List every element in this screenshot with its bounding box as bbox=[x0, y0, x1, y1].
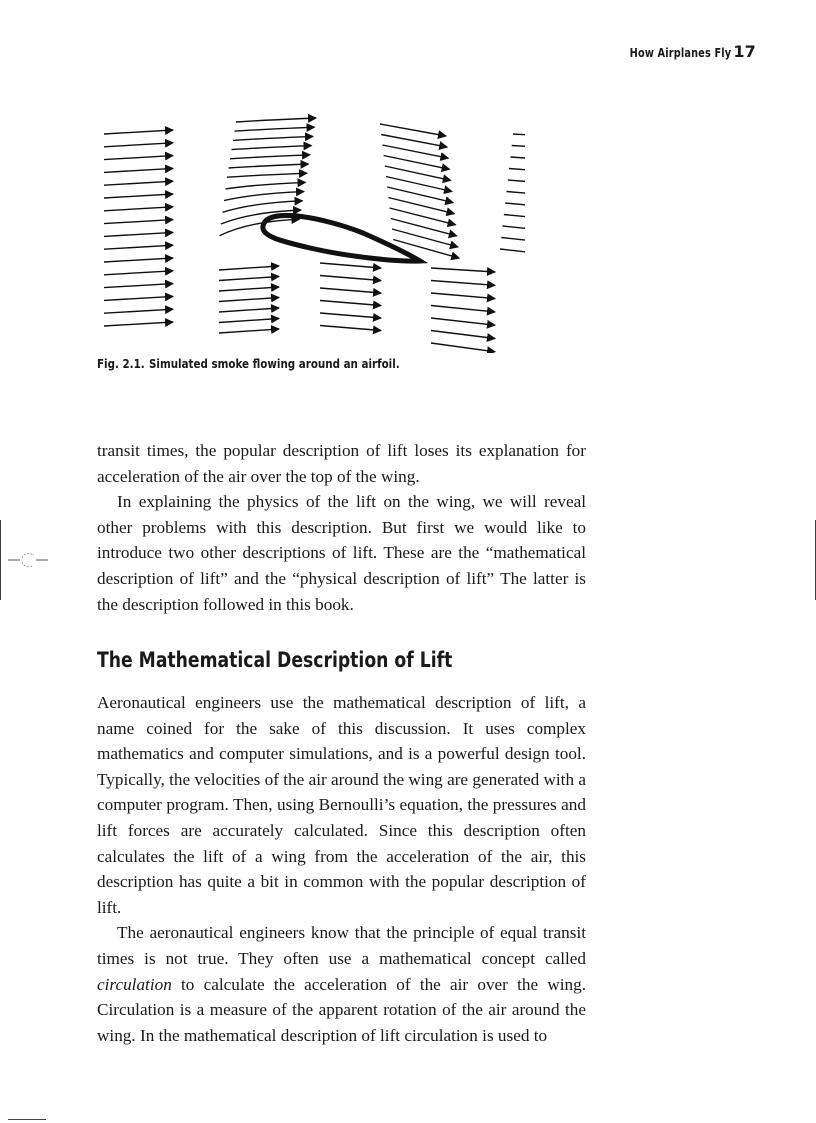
smoke-streak bbox=[219, 266, 279, 270]
caption-label: Fig. 2.1. bbox=[97, 357, 145, 371]
smoke-streak bbox=[230, 155, 310, 159]
smoke-streak bbox=[104, 232, 173, 236]
smoke-streak bbox=[509, 169, 525, 174]
crop-mark bbox=[8, 1119, 46, 1120]
smoke-streak bbox=[104, 296, 173, 300]
smoke-streak bbox=[229, 164, 309, 168]
smoke-streak bbox=[104, 220, 173, 224]
smoke-streak bbox=[219, 319, 279, 323]
smoke-streak bbox=[219, 308, 279, 312]
body-text-upper bbox=[97, 438, 586, 617]
caption-text: Simulated smoke flowing around an airfoil. bbox=[148, 357, 400, 371]
smoke-streak bbox=[104, 271, 173, 275]
figure-caption bbox=[97, 357, 400, 371]
smoke-streak bbox=[104, 156, 173, 160]
smoke-streak bbox=[381, 135, 447, 148]
paragraph: transit times, the popular description of lift loses its explanation for acceleration of the air over the top of the wing. bbox=[97, 441, 586, 486]
smoke-streak bbox=[104, 143, 173, 147]
smoke-streak bbox=[104, 207, 173, 211]
smoke-streak bbox=[512, 146, 525, 150]
smoke-streak bbox=[513, 134, 525, 138]
registration-mark bbox=[8, 548, 48, 572]
smoke-streak bbox=[227, 173, 307, 177]
smoke-streak bbox=[431, 306, 495, 312]
paragraph-text: The aeronautical engineers know that the principle of equal transit times is not true. They often use a mathematical concept called bbox=[97, 923, 586, 968]
smoke-streak bbox=[320, 276, 381, 281]
smoke-streak bbox=[104, 181, 173, 185]
smoke-streak bbox=[104, 258, 173, 262]
smoke-streak bbox=[104, 168, 173, 172]
airfoil-shape bbox=[263, 215, 420, 261]
smoke-streak bbox=[391, 219, 457, 236]
smoke-streak bbox=[219, 329, 279, 333]
crop-mark bbox=[0, 520, 1, 600]
smoke-streak bbox=[390, 208, 456, 225]
section-heading: The Mathematical Description of Lift bbox=[97, 648, 453, 672]
italic-term: circulation bbox=[97, 974, 172, 994]
paragraph bbox=[97, 920, 586, 1048]
body-text-lower bbox=[97, 690, 586, 1048]
paragraph-text: to calculate the acceleration of the air over the wing. Circulation is a measure of the apparent rotation of the air around the wing. In the mathematical description of lift circulation is used to bbox=[97, 974, 586, 1045]
smoke-streak bbox=[104, 194, 173, 198]
smoke-streak bbox=[393, 240, 459, 259]
smoke-streak bbox=[380, 124, 446, 136]
paragraph: Aeronautical engineers use the mathematical description of lift, a name coined for the sake of this discussion. It uses complex mathematics and computer simulations, and is a powerful design tool. Typically, the velocities of the air around the wing are generated with a computer program. Then, using Bernoulli’s equation, the pressures and lift forces are accurately calculated. Since this description often calculates the lift of a wing from the acceleration of the air, this description has quite a bit in common with the popular description of lift. bbox=[97, 693, 586, 917]
page-number: 17 bbox=[733, 42, 756, 61]
smoke-streak bbox=[501, 238, 525, 246]
smoke-streak bbox=[320, 313, 381, 318]
smoke-streak bbox=[220, 219, 300, 236]
smoke-streak bbox=[104, 322, 173, 326]
smoke-streak bbox=[104, 245, 173, 249]
smoke-streak bbox=[320, 288, 381, 293]
smoke-streak bbox=[431, 318, 495, 325]
smoke-streak bbox=[104, 130, 173, 134]
smoke-streak bbox=[219, 298, 279, 302]
smoke-streak bbox=[235, 127, 315, 131]
smoke-streak bbox=[431, 331, 495, 339]
smoke-streak bbox=[431, 343, 495, 352]
smoke-streak bbox=[232, 146, 312, 150]
smoke-streak bbox=[104, 284, 173, 288]
running-head bbox=[601, 42, 756, 61]
smoke-streak bbox=[431, 281, 495, 286]
smoke-streak bbox=[508, 180, 525, 186]
smoke-streak bbox=[236, 118, 316, 122]
smoke-streak bbox=[510, 157, 525, 162]
smoke-flow-figure bbox=[95, 108, 525, 353]
smoke-streak bbox=[382, 145, 448, 158]
smoke-streak bbox=[500, 249, 525, 257]
smoke-streak bbox=[392, 229, 458, 247]
smoke-streak bbox=[320, 326, 381, 331]
smoke-streak bbox=[431, 293, 495, 299]
running-title: How Airplanes Fly bbox=[629, 45, 732, 60]
smoke-streak bbox=[507, 192, 526, 198]
smoke-streak bbox=[224, 192, 304, 201]
smoke-streak bbox=[320, 301, 381, 306]
smoke-streak bbox=[233, 136, 313, 140]
smoke-streak bbox=[505, 203, 525, 209]
smoke-streak bbox=[431, 268, 495, 272]
smoke-streak bbox=[320, 263, 381, 268]
smoke-streak bbox=[226, 182, 306, 189]
paragraph: In explaining the physics of the lift on the wing, we will reveal other problems with this description. But first we would like to introduce two other descriptions of lift. These are the “mathematical description of lift” and the “physical description of lift” The latter is the description followed in this book. bbox=[97, 492, 586, 614]
smoke-streak bbox=[504, 215, 525, 222]
smoke-streak bbox=[104, 309, 173, 313]
smoke-streak bbox=[219, 277, 279, 281]
smoke-streak bbox=[219, 287, 279, 291]
smoke-streak bbox=[503, 226, 525, 233]
